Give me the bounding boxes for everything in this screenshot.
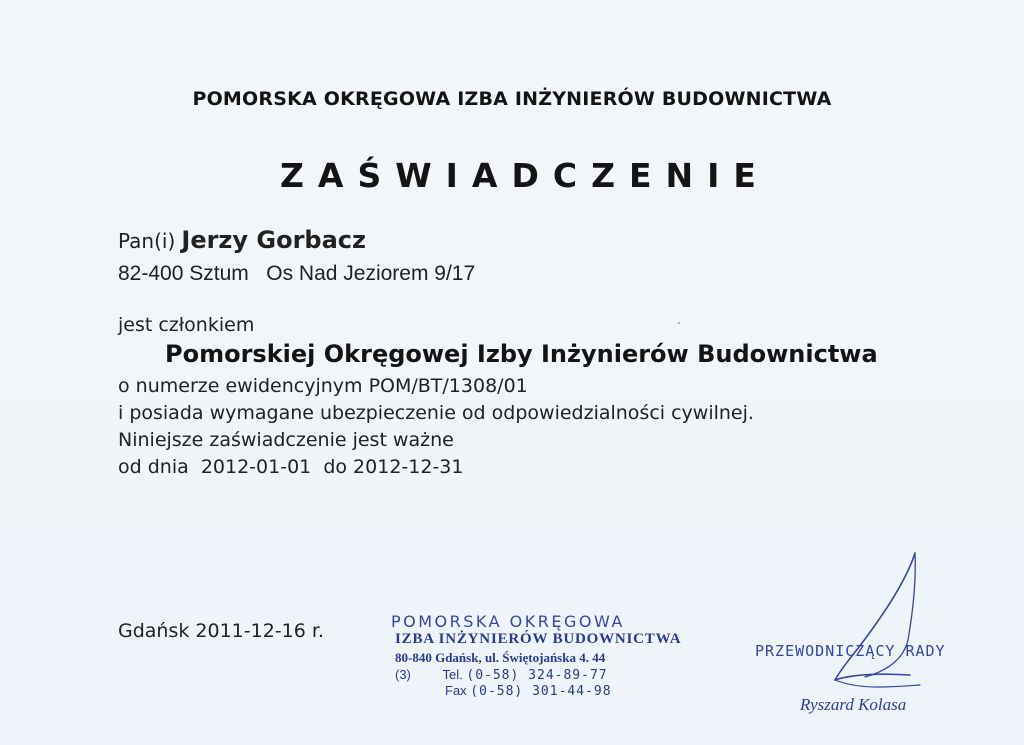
stamp-line-1: POMORSKA OKRĘGOWA bbox=[391, 612, 625, 631]
recipient-name: Jerzy Gorbacz bbox=[181, 226, 366, 254]
stamp-line-3: 80-840 Gdańsk, ul. Świętojańska 4. 44 bbox=[395, 650, 606, 665]
stamp-line-2: IZBA INŻYNIERÓW BUDOWNICTWA bbox=[395, 631, 682, 647]
stamp-tel-line bbox=[395, 667, 695, 683]
recipient-address: 82-400 Sztum Os Nad Jeziorem 9/17 bbox=[118, 262, 476, 285]
stamp-fax-value: (0-58) 301-44-98 bbox=[470, 684, 612, 699]
organization-stamp bbox=[391, 612, 695, 699]
stamp-fax-label: Fax bbox=[445, 683, 467, 698]
org-header: POMORSKA OKRĘGOWA IZBA INŻYNIERÓW BUDOWNICTWA bbox=[192, 88, 832, 110]
signatory-name: Ryszard Kolasa bbox=[800, 695, 907, 714]
signatory-title: PRZEWODNICZĄCY RADY bbox=[755, 642, 946, 660]
stamp-fax-line bbox=[445, 683, 695, 699]
signature-mark bbox=[820, 545, 930, 695]
registration-line: o numerze ewidencyjnym POM/BT/1308/01 bbox=[118, 375, 528, 397]
recipient-prefix: Pan(i) bbox=[118, 229, 176, 253]
document-title: ZAŚWIADCZENIE bbox=[280, 156, 770, 195]
insurance-line: i posiada wymagane ubezpieczenie od odpowiedzialności cywilnej. bbox=[118, 402, 754, 424]
stamp-tel-value: (0-58) 324-89-77 bbox=[466, 668, 608, 683]
stamp-tel-label: Tel. bbox=[442, 667, 463, 682]
date-range-line: od dnia 2012-01-01 do 2012-12-31 bbox=[118, 456, 464, 478]
member-text: jest członkiem bbox=[118, 314, 255, 336]
place-date: Gdańsk 2011-12-16 r. bbox=[118, 620, 324, 642]
organization-name: Pomorskiej Okręgowej Izby Inżynierów Budownictwa bbox=[165, 340, 878, 368]
validity-line: Niniejsze zaświadczenie jest ważne bbox=[118, 429, 454, 451]
stamp-line-4-prefix: (3) bbox=[395, 667, 411, 682]
scan-speck bbox=[678, 322, 680, 324]
recipient-line bbox=[118, 226, 366, 254]
